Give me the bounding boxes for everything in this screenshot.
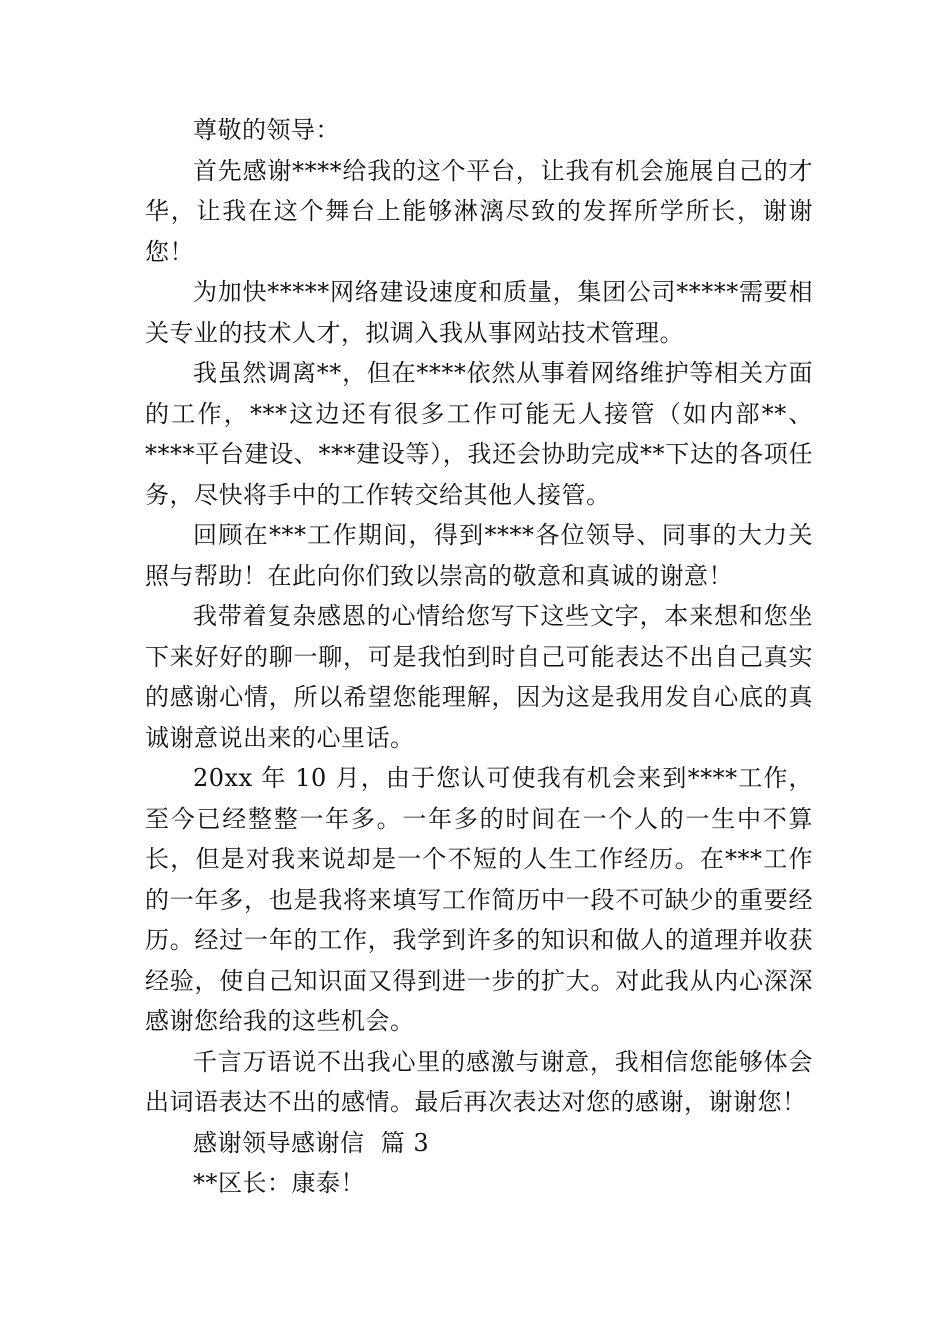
body-paragraph: 千言万语说不出我心里的感激与谢意，我相信您能够体会出词语表达不出的感情。最后再次表达对您的感谢，谢谢您！ bbox=[145, 1047, 813, 1116]
body-paragraph: 我带着复杂感恩的心情给您写下这些文字，本来想和您坐下来好好的聊一聊，可是我怕到时自己可能表达不出自己真实的感谢心情，所以希望您能理解，因为这是我用发自心底的真诚谢意说出来的心里话。 bbox=[145, 602, 813, 752]
salutation: **区长：康泰！ bbox=[193, 1169, 365, 1197]
document-page bbox=[145, 110, 813, 1204]
body-paragraph: 首先感谢****给我的这个平台，让我有机会施展自己的才华，让我在这个舞台上能够淋漓尽致的发挥所学所长，谢谢您！ bbox=[145, 156, 813, 266]
body-paragraph: 我虽然调离**，但在****依然从事着网络维护等相关方面的工作，***这边还有很多工作可能无人接管（如内部**、****平台建设、***建设等），我还会协助完成**下达的各项任务，尽快将手中的工作转交给其他人接管。 bbox=[145, 359, 813, 509]
body-paragraph: 20xx 年 10 月，由于您认可使我有机会来到****工作，至今已经整整一年多。一年多的时间在一个人的一生中不算长，但是对我来说却是一个不短的人生工作经历。在***工作的一年多，也是我将来填写工作简历中一段不可缺少的重要经历。经过一年的工作，我学到许多的知识和做人的道理并收获经验，使自己知识面又得到进一步的扩大。对此我从内心深深感谢您给我的这些机会。 bbox=[145, 764, 813, 1035]
section-heading: 感谢领导感谢信 篇 3 bbox=[193, 1128, 430, 1157]
body-paragraph: 回顾在***工作期间，得到****各位领导、同事的大力关照与帮助！在此向你们致以崇高的敬意和真诚的谢意！ bbox=[145, 521, 813, 590]
body-paragraph: 为加快*****网络建设速度和质量，集团公司*****需要相关专业的技术人才，拟调入我从事网站技术管理。 bbox=[145, 278, 813, 347]
salutation: 尊敬的领导： bbox=[193, 116, 340, 144]
